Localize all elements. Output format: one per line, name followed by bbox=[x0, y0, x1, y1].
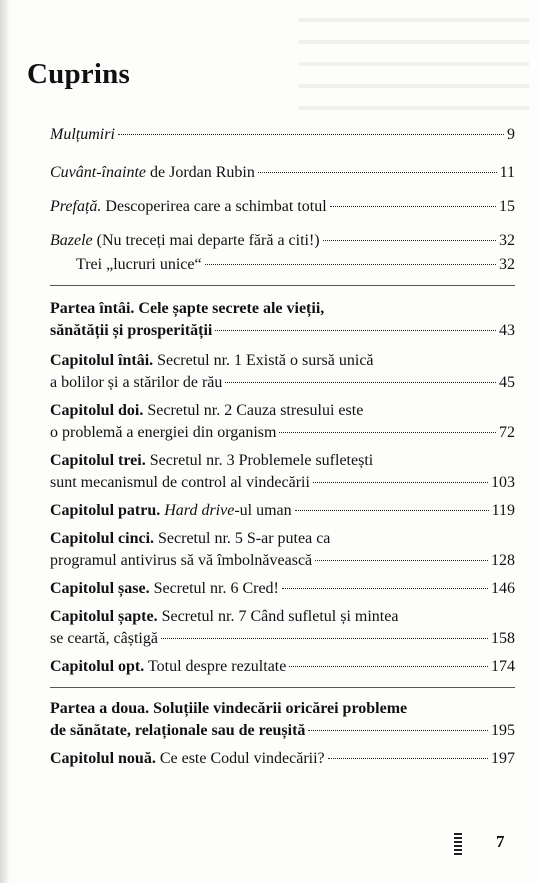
bleed-through-text bbox=[299, 0, 529, 110]
toc-entry-page: 43 bbox=[499, 322, 515, 339]
toc-entry-label: Capitolul nouă. Ce este Codul vindecării? bbox=[50, 750, 325, 767]
toc-entry-label: o problemă a energiei din organism bbox=[50, 424, 277, 441]
toc-entry bbox=[50, 196, 515, 218]
toc-entry-page: 195 bbox=[491, 722, 515, 739]
dot-leader bbox=[315, 560, 488, 561]
toc-entry-page: 128 bbox=[491, 552, 515, 569]
toc-entry-page: 45 bbox=[499, 374, 515, 391]
toc-entry-page: 103 bbox=[491, 474, 515, 491]
dot-leader bbox=[282, 588, 488, 589]
toc-part-entry bbox=[50, 698, 515, 742]
toc-entry bbox=[50, 578, 515, 600]
toc-entry-label: sănătății și prosperității bbox=[50, 322, 213, 339]
toc-entry-label: Trei „lucruri unice“ bbox=[76, 256, 202, 273]
dot-leader bbox=[205, 264, 496, 265]
toc-chapter-entry bbox=[50, 450, 515, 494]
toc-entry-label: Capitolul opt. Totul despre rezultate bbox=[50, 658, 287, 675]
toc-chapter-entry bbox=[50, 350, 515, 394]
dot-leader bbox=[225, 382, 496, 383]
page-edge-shadow bbox=[0, 0, 10, 883]
toc-chapter-entry bbox=[50, 400, 515, 444]
toc-entry-label: Mulțumiri bbox=[50, 126, 115, 143]
toc-entry-label: Bazele (Nu treceți mai departe fără a citi!) bbox=[50, 232, 320, 249]
toc-entry-label: programul antivirus să vă îmbolnăvească bbox=[50, 552, 313, 569]
toc-entry bbox=[50, 162, 515, 184]
toc-entry-page: 9 bbox=[507, 126, 515, 143]
dot-leader bbox=[308, 730, 488, 731]
divider-line bbox=[50, 285, 515, 286]
page-title: Cuprins bbox=[27, 58, 130, 90]
toc-entry-line1: Capitolul șapte. Secretul nr. 7 Când sufletul și mintea bbox=[50, 608, 399, 625]
divider-line bbox=[50, 687, 515, 688]
page-marker-ornament bbox=[454, 833, 462, 855]
toc-entry-label: de sănătate, relaționale sau de reușită bbox=[50, 722, 306, 739]
toc-entry-label: Prefață. Descoperirea care a schimbat totul bbox=[50, 198, 327, 215]
dot-leader bbox=[118, 134, 504, 135]
dot-leader bbox=[215, 330, 496, 331]
dot-leader bbox=[330, 206, 496, 207]
toc-entry bbox=[50, 500, 515, 522]
toc-subentry bbox=[50, 254, 515, 276]
toc-entry-line1: Capitolul întâi. Secretul nr. 1 Există o sursă unică bbox=[50, 352, 374, 369]
dot-leader bbox=[313, 482, 488, 483]
dot-leader bbox=[328, 758, 488, 759]
toc-entry-line1: Capitolul cinci. Secretul nr. 5 S-ar putea ca bbox=[50, 530, 331, 547]
dot-leader bbox=[258, 172, 497, 173]
toc-entry-label: Capitolul patru. Hard drive-ul uman bbox=[50, 502, 292, 519]
toc-part-entry bbox=[50, 298, 515, 342]
toc-entry-page: 174 bbox=[491, 658, 515, 675]
toc-entry bbox=[50, 230, 515, 252]
page-number: 7 bbox=[496, 832, 505, 851]
toc-entry-page: 146 bbox=[491, 580, 515, 597]
toc-entry-page: 32 bbox=[499, 256, 515, 273]
dot-leader bbox=[279, 432, 496, 433]
toc-entry bbox=[50, 748, 515, 770]
dot-leader bbox=[161, 638, 488, 639]
dot-leader bbox=[323, 240, 496, 241]
toc-chapter-entry bbox=[50, 606, 515, 650]
dot-leader bbox=[289, 666, 488, 667]
toc-entry-label: sunt mecanismul de control al vindecării bbox=[50, 474, 310, 491]
toc-entry-page: 119 bbox=[491, 502, 515, 519]
toc-entry-line1: Capitolul doi. Secretul nr. 2 Cauza stresului este bbox=[50, 402, 364, 419]
toc-entry bbox=[50, 124, 515, 146]
toc-entry-line1: Capitolul trei. Secretul nr. 3 Problemele sufletești bbox=[50, 452, 374, 469]
toc-entry bbox=[50, 656, 515, 678]
toc-entry-label: a bolilor și a stărilor de rău bbox=[50, 374, 223, 391]
toc-entry-page: 11 bbox=[499, 164, 515, 181]
toc-chapter-entry bbox=[50, 528, 515, 572]
toc-entry-page: 158 bbox=[491, 630, 515, 647]
toc-entry-label: se ceartă, câștigă bbox=[50, 630, 158, 647]
toc-entry-page: 72 bbox=[499, 424, 515, 441]
toc-list bbox=[50, 118, 515, 770]
toc-entry-line1: Partea întâi. Cele șapte secrete ale vieții, bbox=[50, 300, 325, 317]
toc-entry-label: Cuvânt-înainte de Jordan Rubin bbox=[50, 164, 255, 181]
toc-entry-page: 197 bbox=[491, 750, 515, 767]
toc-entry-line1: Partea a doua. Soluțiile vindecării oricărei probleme bbox=[50, 700, 408, 717]
toc-entry-label: Capitolul șase. Secretul nr. 6 Cred! bbox=[50, 580, 279, 597]
toc-entry-page: 32 bbox=[499, 232, 515, 249]
toc-entry-page: 15 bbox=[499, 198, 515, 215]
dot-leader bbox=[295, 510, 489, 511]
